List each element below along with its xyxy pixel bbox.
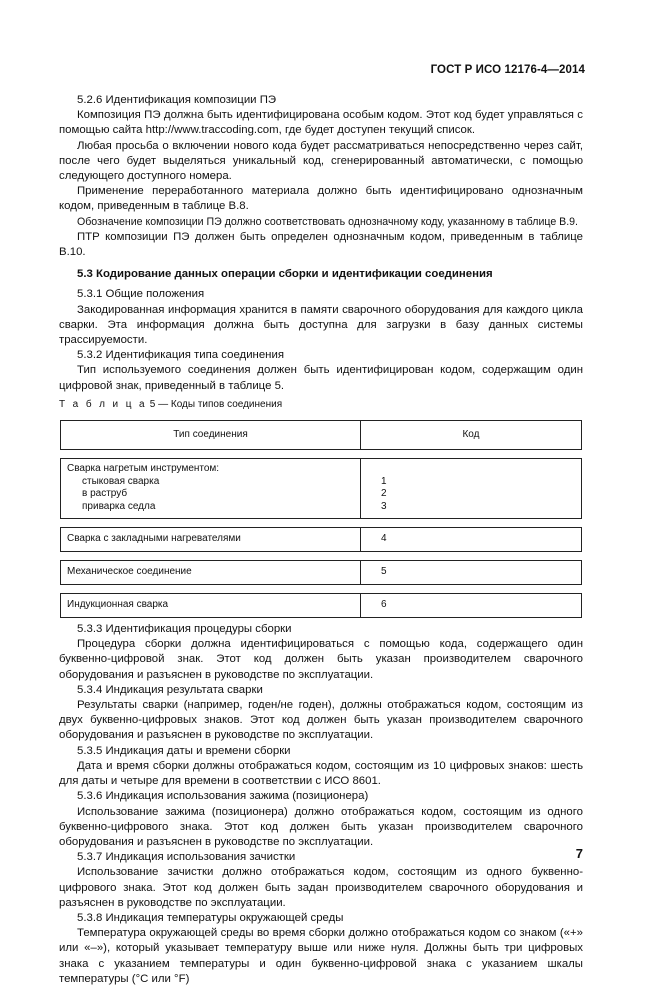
table-cell-type: Сварка с закладными нагревателями [61,528,361,552]
table-cell-code: 4 [361,528,582,552]
table-row [61,561,582,585]
subsection-title: 5.3.1 Общие положения [77,288,205,301]
column-header-code: Код [361,421,582,450]
paragraph: ПТР композиции ПЭ должен быть определен однозначным кодом, приведенным в таблице В.10. [59,230,583,259]
table-spacer [61,552,582,561]
subsection-title: 5.3.8 Индикация температуры окружающей среды [77,911,344,924]
standard-code: ГОСТ Р ИСО 12176-4—2014 [430,64,585,76]
table-spacer [61,585,582,594]
paragraph: Процедура сборки должна идентифицироваться с помощью кода, содержащего один буквенно-цифровой знак. Этот код должен быть указан производителем сварочного оборудования и разъяснен в руководстве по эксплуатации. [59,638,583,681]
subsection-title: 5.3.6 Индикация использования зажима (позиционера) [77,790,369,803]
table-cell-code: 6 [361,594,582,618]
section-heading: 5.3 Кодирование данных операции сборки и идентификации соединения [77,268,493,281]
table-header-row [61,421,582,450]
table-cell-type: Механическое соединение [61,561,361,585]
subsection-title: 5.3.7 Индикация использования зачистки [77,851,296,864]
table-caption-prefix: Т а б л и ц а [59,398,147,410]
column-header-type: Тип соединения [61,421,361,450]
paragraph: Любая просьба о включении нового кода будет рассматриваться непосредственно через сайт, после чего будет выделяться уникальный код, сгенерированный автоматически, с помощью следующего доступного номера. [59,139,583,183]
paragraph: Дата и время сборки должны отображаться кодом, состоящим из 10 цифровых знаков: шесть для даты и четыре для времени в соответствии с ИСО 8601. [59,759,583,788]
table-cell-group-label: Сварка нагретым инструментом: [67,463,220,475]
table-spacer [61,450,582,459]
subsection-title: 5.3.2 Идентификация типа соединения [77,349,285,362]
page-number: 7 [575,846,583,861]
table-cell-type: стыковая сварка [82,475,160,487]
table-cell-code: 5 [361,561,582,585]
table-cell-type: в раструб [82,488,128,500]
table-cell-type: Индукционная сварка [61,594,361,618]
table-cell-code: 2 [381,488,387,500]
paragraph: Применение переработанного материала должно быть идентифицировано однозначным кодом, приведенным в таблице В.8. [59,185,583,213]
table-caption [59,397,583,412]
table-cell-code: 3 [381,500,387,512]
subsection-title: 5.3.5 Индикация даты и времени сборки [77,744,291,757]
table-cell-code: 1 [381,475,387,487]
paragraph: Результаты сварки (например, годен/не годен), должны отображаться кодом, состоящим из двух буквенно-цифровых знаков. Этот код должен быть указан производителем сварочного оборудования и разъяснен в руководстве по эксплуатации. [59,699,583,742]
subsection-title: 5.2.6 Идентификация композиции ПЭ [77,94,277,106]
paragraph: Использование зажима (позиционера) должно отображаться кодом, состоящим из одного буквенно-цифрового знака. Этот код должен быть указан производителем сварочного оборудования и разъяснен в руководстве по эксплуатации. [59,805,583,848]
joint-type-codes-table [60,420,582,618]
table-caption-text: 5 — Коды типов соединения [146,398,283,410]
table-row [61,594,582,618]
subsection-title: 5.3.4 Индикация результата сварки [77,683,263,696]
page-content [59,93,583,987]
paragraph: Температура окружающей среды во время сборки должно отображаться кодом со знаком («+» или «–»), который указывает температуру выше или ниже нуля. Должны быть три цифровых знака с указанием температуры и один буквенно-цифровой знака с указанием шкалы температуры (°С или °F) [59,927,583,985]
subsection-title: 5.3.3 Идентификация процедуры сборки [77,623,292,636]
paragraph: Закодированная информация хранится в памяти сварочного оборудования для каждого цикла сварки. Эта информация должна быть доступна для загрузки в базу данных системы трассируемости. [59,303,583,347]
table-row [61,528,582,552]
table-row [61,459,582,519]
table-spacer [61,519,582,528]
paragraph: Обозначение композиции ПЭ должно соответствовать однозначному коду, указанному в таблице В.9. [77,215,579,228]
paragraph: Композиция ПЭ должна быть идентифицирована особым кодом. Этот код будет управляться с помощью сайта http://www.traccoding.com, где будет доступен текущий список. [59,109,583,137]
paragraph: Использование зачистки должно отображаться кодом, состоящим из одного буквенно-цифрового знака. Этот код должен быть задан производителем сварочного оборудования и разъяснен в руководстве по эксплуатации. [59,866,583,909]
table-cell-type: приварка седла [82,500,156,512]
paragraph: Тип используемого соединения должен быть идентифицирован кодом, содержащим один цифровой знак, приведенный в таблице 5. [59,364,583,392]
